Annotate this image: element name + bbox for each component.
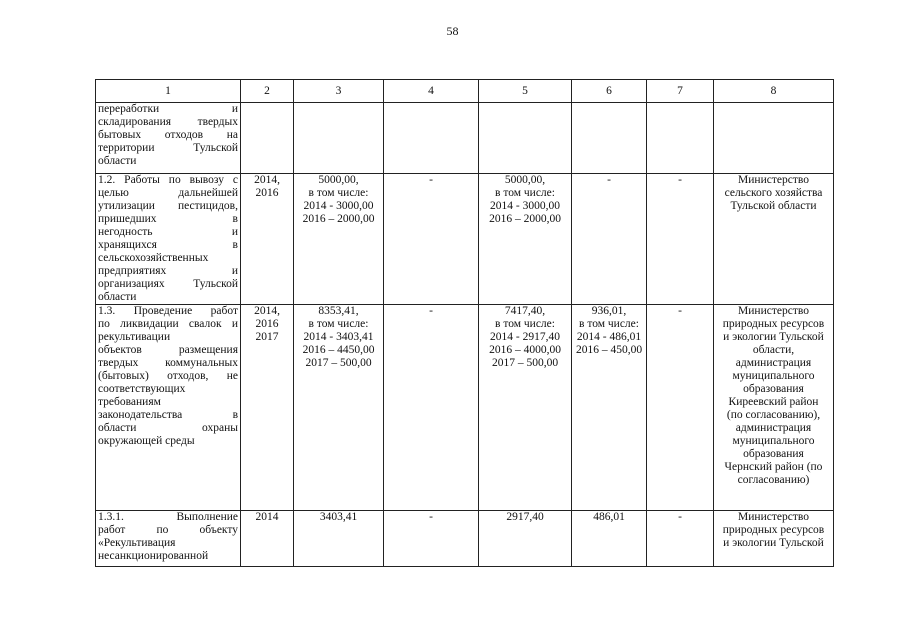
- regional-budget-cell: [479, 305, 572, 511]
- measure-name-line: области: [98, 291, 137, 303]
- local-budget-cell: [572, 174, 647, 305]
- measure-name-cell: [96, 305, 241, 511]
- regional-budget-cell: [479, 511, 572, 567]
- cell-line: 8353,41,: [318, 305, 359, 317]
- cell-line: природных ресурсов: [722, 524, 825, 536]
- cell-line: муниципального: [732, 435, 815, 447]
- cell-line: Министерство: [738, 511, 809, 523]
- column-header-4: 4: [384, 80, 479, 103]
- cell-line: в том числе:: [308, 187, 369, 199]
- measure-name-line: хранящихся в: [98, 239, 238, 251]
- executor-cell: [714, 174, 834, 305]
- cell-line: (по согласованию),: [726, 409, 821, 421]
- table-row: [96, 103, 834, 174]
- measure-name-cell: [96, 103, 241, 174]
- measure-name-line: сельскохозяйственных: [98, 252, 209, 264]
- federal-budget-cell: [384, 305, 479, 511]
- measure-name-line: предприятиях и: [98, 265, 238, 277]
- cell-line: природных ресурсов: [722, 318, 825, 330]
- measure-name-line: (бытовых) отходов, не: [98, 370, 238, 382]
- year-value: 2014,: [254, 174, 280, 186]
- measure-name-line: 1.3. Проведение работ: [98, 305, 238, 317]
- column-header-6: 6: [572, 80, 647, 103]
- cell-line: 5000,00,: [318, 174, 359, 186]
- cell-line: 2014 - 3000,00: [303, 200, 374, 212]
- measure-name-line: законодательства в: [98, 409, 238, 421]
- cell-line: 2016 – 4000,00: [489, 344, 561, 356]
- cell-line: 486,01: [593, 511, 625, 523]
- measure-name-line: окружающей среды: [98, 435, 195, 447]
- years-cell: [241, 103, 294, 174]
- local-budget-cell: [572, 305, 647, 511]
- cell-line: в том числе:: [308, 318, 369, 330]
- year-value: 2014,: [254, 305, 280, 317]
- cell-line: области,: [752, 344, 795, 356]
- cell-line: 2017 – 500,00: [305, 357, 372, 369]
- cell-line: 2014 - 3403,41: [303, 331, 374, 343]
- cell-line: 2016 – 2000,00: [302, 213, 375, 225]
- measure-name-line: бытовых отходов на: [98, 129, 238, 141]
- federal-budget-cell: [384, 174, 479, 305]
- cell-line: образования: [743, 383, 804, 395]
- cell-line: -: [429, 511, 433, 523]
- cell-line: 2016 – 450,00: [575, 344, 643, 356]
- local-budget-cell: [572, 511, 647, 567]
- local-budget-cell: [572, 103, 647, 174]
- measure-name-line: 1.3.1. Выполнение: [98, 511, 238, 523]
- measure-name-line: несанкционированной: [98, 550, 209, 562]
- cell-line: и экологии Тульской: [723, 537, 824, 549]
- cell-line: 2014 - 486,01: [576, 331, 642, 343]
- total-funding-cell: [294, 174, 384, 305]
- cell-line: 3403,41: [319, 511, 358, 523]
- regional-budget-cell: [479, 103, 572, 174]
- column-header-7: 7: [647, 80, 714, 103]
- total-funding-cell: [294, 511, 384, 567]
- column-header-3: 3: [294, 80, 384, 103]
- total-funding-cell: [294, 103, 384, 174]
- measure-name-line: соответствующих: [98, 383, 186, 395]
- column-header-5: 5: [479, 80, 572, 103]
- measure-name-line: области охраны: [98, 422, 238, 434]
- measure-name-line: требованиям: [98, 396, 161, 408]
- extrabudget-cell: [647, 511, 714, 567]
- measure-name-cell: [96, 174, 241, 305]
- cell-line: -: [678, 305, 682, 317]
- cell-line: Киреевский район: [728, 396, 819, 408]
- total-funding-cell: [294, 305, 384, 511]
- cell-line: 936,01,: [591, 305, 627, 317]
- years-cell: [241, 305, 294, 511]
- federal-budget-cell: [384, 511, 479, 567]
- measure-name-line: организациях Тульской: [98, 278, 238, 290]
- table-row: [96, 305, 834, 511]
- cell-line: администрация: [735, 422, 812, 434]
- cell-line: 7417,40,: [504, 305, 546, 317]
- measure-name-line: рекультивации: [98, 331, 171, 343]
- cell-line: администрация: [735, 357, 812, 369]
- measure-name-line: по ликвидации свалок и: [98, 318, 238, 330]
- year-value: 2016: [255, 318, 279, 330]
- year-value: 2017: [255, 331, 279, 343]
- cell-line: в том числе:: [495, 318, 555, 330]
- measure-name-line: утилизации пестицидов,: [98, 200, 238, 212]
- cell-line: Министерство: [738, 305, 809, 317]
- cell-line: -: [607, 174, 611, 186]
- program-table: [95, 79, 834, 567]
- cell-line: согласованию): [737, 474, 810, 486]
- column-header-1: 1: [96, 80, 241, 103]
- cell-line: 2016 – 4450,00: [302, 344, 375, 356]
- extrabudget-cell: [647, 103, 714, 174]
- cell-line: Чернский район (по: [724, 461, 823, 473]
- executor-cell: [714, 103, 834, 174]
- federal-budget-cell: [384, 103, 479, 174]
- executor-cell: [714, 511, 834, 567]
- cell-line: 5000,00,: [504, 174, 546, 186]
- cell-line: -: [429, 305, 433, 317]
- cell-line: 2014 - 3000,00: [490, 200, 560, 212]
- years-cell: [241, 511, 294, 567]
- cell-line: муниципального: [732, 370, 815, 382]
- table-row: [96, 174, 834, 305]
- cell-line: 2017 – 500,00: [491, 357, 559, 369]
- measure-name-line: работ по объекту: [98, 524, 238, 536]
- extrabudget-cell: [647, 174, 714, 305]
- year-value: 2014: [255, 511, 279, 523]
- cell-line: 2917,40: [506, 511, 544, 523]
- cell-line: в том числе:: [495, 187, 555, 199]
- cell-line: Тульской области: [730, 200, 817, 212]
- measure-name-line: объектов размещения: [98, 344, 238, 356]
- cell-line: -: [678, 174, 682, 186]
- measure-name-line: территории Тульской: [98, 142, 238, 154]
- measure-name-line: 1.2. Работы по вывозу с: [98, 174, 238, 186]
- measure-name-line: складирования твердых: [98, 116, 238, 128]
- measure-name-line: области: [98, 155, 137, 167]
- cell-line: 2014 - 2917,40: [490, 331, 560, 343]
- years-cell: [241, 174, 294, 305]
- cell-line: образования: [743, 448, 804, 460]
- column-header-2: 2: [241, 80, 294, 103]
- measure-name-cell: [96, 511, 241, 567]
- year-value: 2016: [255, 187, 279, 199]
- cell-line: и экологии Тульской: [723, 331, 824, 343]
- table-row: [96, 511, 834, 567]
- measure-name-line: твердых коммунальных: [98, 357, 238, 369]
- cell-line: Министерство: [738, 174, 809, 186]
- measure-name-line: целью дальнейшей: [98, 187, 238, 199]
- column-header-8: 8: [714, 80, 834, 103]
- measure-name-line: переработки и: [98, 103, 238, 115]
- extrabudget-cell: [647, 305, 714, 511]
- header-row: [96, 80, 834, 103]
- page-number: 58: [446, 24, 459, 38]
- cell-line: в том числе:: [579, 318, 639, 330]
- measure-name-line: негодность и: [98, 226, 238, 238]
- measure-name-line: пришедших в: [98, 213, 238, 225]
- cell-line: 2016 – 2000,00: [489, 213, 561, 225]
- cell-line: -: [429, 174, 433, 186]
- cell-line: сельского хозяйства: [724, 187, 823, 199]
- executor-cell: [714, 305, 834, 511]
- measure-name-line: «Рекультивация: [98, 537, 176, 549]
- cell-line: -: [678, 511, 682, 523]
- regional-budget-cell: [479, 174, 572, 305]
